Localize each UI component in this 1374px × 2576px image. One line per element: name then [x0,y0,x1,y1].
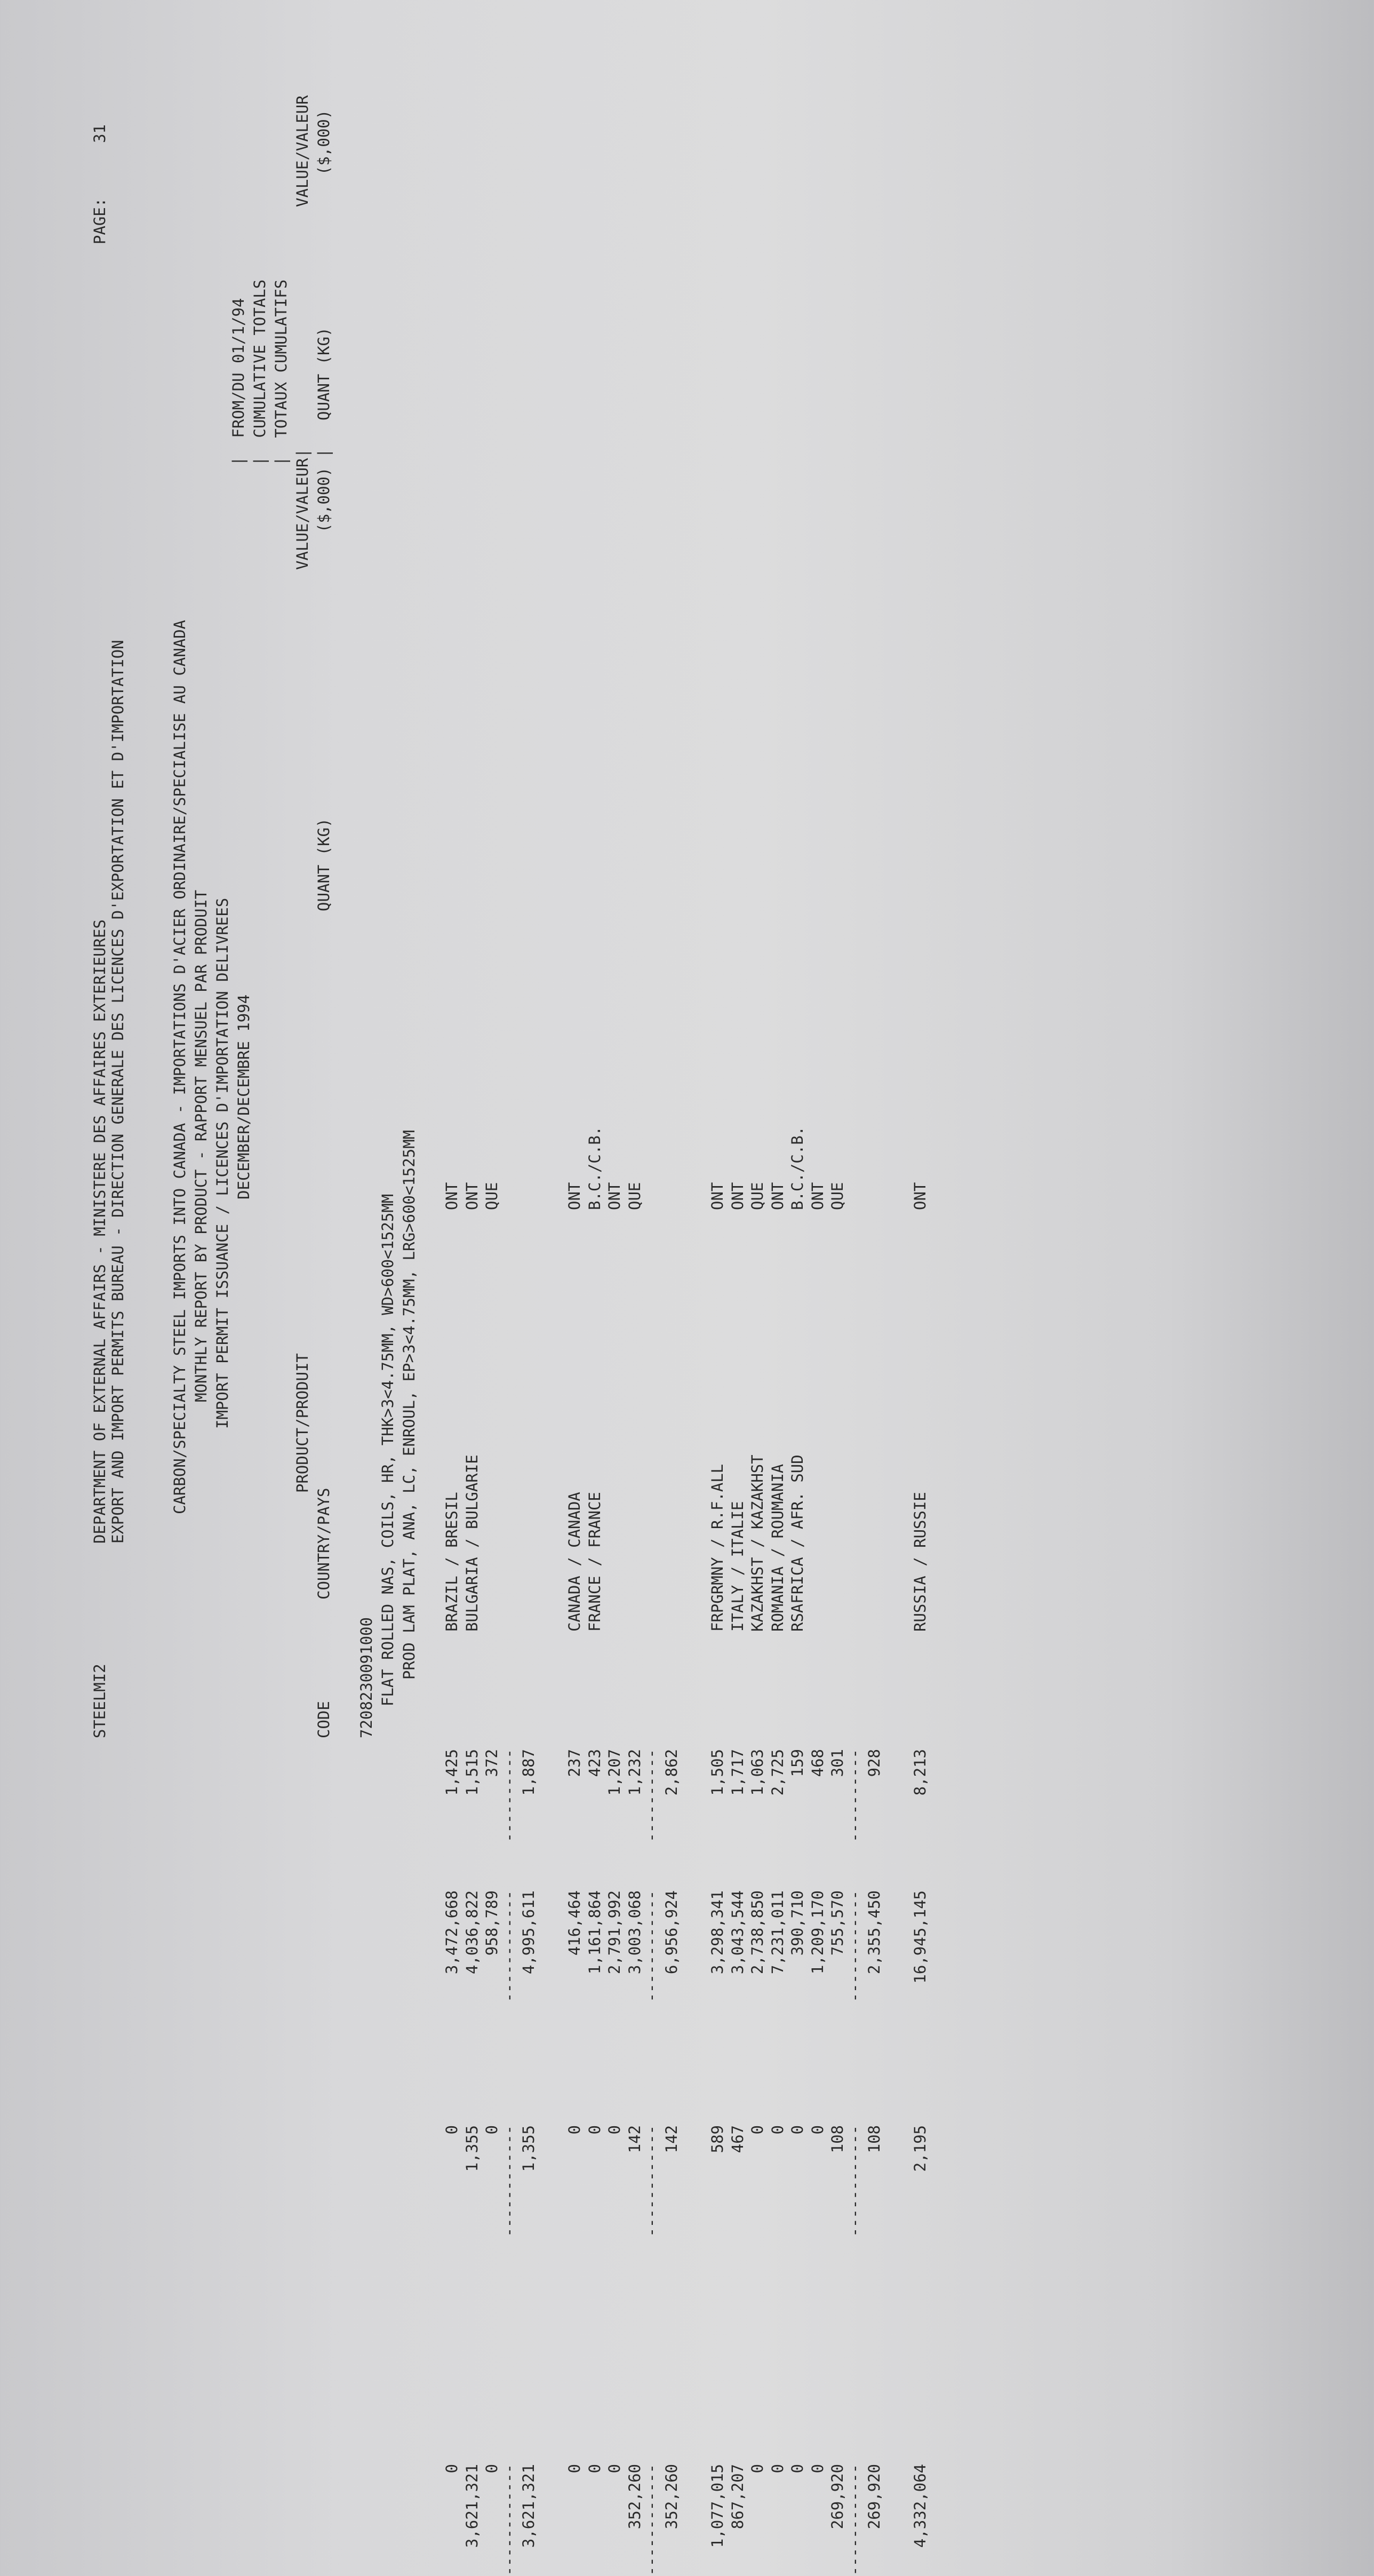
cum-value-k: 1,063 [748,1749,766,1796]
cum-value-k: 372 [483,1749,501,1777]
cum-quant-kg: 4,036,822 [462,1890,481,1975]
cum-value-k: 468 [808,1749,827,1777]
subtotal-cum-value-k: 2,862 [662,1749,681,1796]
country-name: ROMANIA / ROUMANIA [768,1464,787,1632]
country-name: RUSSIA / RUSSIE [911,1492,930,1632]
dash-separator: ------------ [499,2464,518,2576]
province-code: B.C./C.B. [585,1126,604,1210]
country-name: RSAFRICA / AFR. SUD [788,1454,806,1632]
province-code: ONT [443,1182,461,1210]
value-k: 467 [728,2125,747,2153]
cumulative-header-line-3: | TOTAUX CUMULATIFS [272,279,290,466]
country-name: ITALY / ITALIE [728,1501,747,1632]
column-header-quant: QUANT (KG) [315,818,333,911]
province-code: ONT [728,1182,747,1210]
dash-separator: ---------- [845,1749,864,1842]
value-k: 0 [788,2125,806,2135]
cum-value-k: 2,725 [768,1749,787,1796]
province-code: ONT [708,1182,726,1210]
dash-separator: ------------ [642,2464,661,2576]
cum-value-k: 1,232 [625,1749,644,1796]
quant-kg: 352,260 [625,2464,644,2530]
cum-quant-kg: 390,710 [788,1890,806,1956]
column-header-value-2: ($,000) [315,467,333,532]
product-code: 7208230091000 [357,1617,376,1738]
product-description-1: FLAT ROLLED NAS, COILS, HR, THK>3<4.75MM, WD>600<1525MM [379,1194,397,1706]
quant-kg: 0 [808,2464,827,2474]
quant-kg: 867,207 [728,2464,747,2530]
province-code: QUE [625,1182,644,1210]
province-code: ONT [808,1182,827,1210]
cum-quant-kg: 958,789 [483,1890,501,1956]
cum-quant-kg: 16,945,145 [911,1890,930,1984]
value-k: 2,195 [911,2125,930,2172]
cum-quant-kg: 2,738,850 [748,1890,766,1975]
quant-kg: 0 [748,2464,766,2474]
province-code: QUE [483,1182,501,1210]
province-code: ONT [565,1182,584,1210]
value-k: 0 [808,2125,827,2135]
page-label: PAGE: [91,197,109,244]
value-k: 0 [585,2125,604,2135]
quant-kg: 0 [483,2464,501,2474]
subtotal-cum-quant-kg: 2,355,450 [865,1890,883,1975]
column-header-product: PRODUCT/PRODUIT [293,1353,311,1493]
country-name: BRAZIL / BRESIL [443,1492,461,1632]
report-title-line-3: IMPORT PERMIT ISSUANCE / LICENCES D'IMPORTATION DELIVREES [213,897,231,1429]
cumulative-header-line-1: | FROM/DU 01/1/94 [229,298,247,466]
subtotal-value-k: 142 [662,2125,681,2153]
report-title-line-2: MONTHLY REPORT BY PRODUCT - RAPPORT MENSUEL PAR PRODUIT [192,889,210,1402]
province-code: QUE [748,1182,766,1210]
page-number: 31 [91,124,109,143]
subtotal-cum-quant-kg: 4,995,611 [520,1890,538,1975]
quant-kg: 4,332,064 [911,2464,930,2548]
province-code: ONT [605,1182,624,1210]
subtotal-cum-quant-kg: 6,956,924 [662,1890,681,1975]
cum-value-k: 1,717 [728,1749,747,1796]
quant-kg: 0 [565,2464,584,2474]
cum-value-k: 8,213 [911,1749,930,1796]
cumulative-header-line-2: | CUMULATIVE TOTALS [251,279,269,466]
cum-quant-kg: 1,209,170 [808,1890,827,1975]
value-k: 0 [443,2125,461,2135]
quant-kg: 3,621,321 [462,2464,481,2548]
value-k: 108 [828,2125,846,2153]
value-k: 142 [625,2125,644,2153]
report-id: STEELMI2 [91,1664,109,1738]
cum-quant-kg: 7,231,011 [768,1890,787,1975]
country-name: KAZAKHST / KAZAKHST [748,1454,766,1632]
department-line-1: DEPARTMENT OF EXTERNAL AFFAIRS - MINISTERE DES AFFAIRES EXTERIEURES [91,919,109,1544]
quant-kg: 0 [605,2464,624,2474]
cum-value-k: 301 [828,1749,846,1777]
country-name: BULGARIA / BULGARIE [462,1454,481,1632]
cum-value-k: 1,207 [605,1749,624,1796]
cum-value-k: 237 [565,1749,584,1777]
quant-kg: 0 [788,2464,806,2474]
dash-separator: ------------ [845,2464,864,2576]
dash-separator: ------------ [845,2125,864,2237]
subtotal-quant-kg: 269,920 [865,2464,883,2530]
cum-value-k: 423 [585,1749,604,1777]
subtotal-value-k: 108 [865,2125,883,2153]
province-code: ONT [768,1182,787,1210]
dash-separator: ------------ [499,2125,518,2237]
value-k: 0 [768,2125,787,2135]
column-header-code: CODE [315,1701,333,1738]
value-k: 589 [708,2125,726,2153]
rotated-report-page [80,95,1120,2576]
quant-kg: 0 [443,2464,461,2474]
dash-separator: ------------ [499,1890,518,2002]
cum-quant-kg: 2,791,992 [605,1890,624,1975]
country-name: FRANCE / FRANCE [585,1492,604,1632]
province-code: ONT [911,1182,930,1210]
province-code: QUE [828,1182,846,1210]
cum-quant-kg: 755,570 [828,1890,846,1956]
subtotal-value-k: 1,355 [520,2125,538,2172]
province-code: ONT [462,1182,481,1210]
quant-kg: 0 [585,2464,604,2474]
column-divider: | [315,448,333,458]
dash-separator: ---------- [499,1749,518,1842]
country-name: FRPGRMNY / R.F.ALL [708,1464,726,1632]
value-k: 0 [605,2125,624,2135]
dash-separator: ---------- [642,1749,661,1842]
cum-quant-kg: 3,003,068 [625,1890,644,1975]
cum-quant-kg: 3,472,668 [443,1890,461,1975]
subtotal-quant-kg: 352,260 [662,2464,681,2530]
value-k: 0 [565,2125,584,2135]
column-header-value-1: VALUE/VALEUR [293,458,311,570]
cum-value-k: 159 [788,1749,806,1777]
product-description-2: PROD LAM PLAT, ANA, LC, ENROUL, EP>3<4.75MM, LRG>600<1525MM [400,1130,418,1680]
province-code: B.C./C.B. [788,1126,806,1210]
country-name: CANADA / CANADA [565,1492,584,1632]
subtotal-cum-value-k: 1,887 [520,1749,538,1796]
cum-quant-kg: 1,161,864 [585,1890,604,1975]
quant-kg: 1,077,015 [708,2464,726,2548]
column-header-cum-quant: QUANT (KG) [315,327,333,420]
subtotal-cum-value-k: 928 [865,1749,883,1777]
cum-quant-kg: 3,298,341 [708,1890,726,1975]
cum-quant-kg: 3,043,544 [728,1890,747,1975]
column-header-cum-value-2: ($,000) [315,109,333,175]
report-title-line-4: DECEMBER/DECEMBRE 1994 [235,994,253,1199]
quant-kg: 0 [768,2464,787,2474]
dash-separator: ------------ [845,1890,864,2002]
report-title-line-1: CARBON/SPECIALTY STEEL IMPORTS INTO CANADA - IMPORTATIONS D'ACIER ORDINAIRE/SPECIALISE AU CANADA [171,619,189,1514]
column-header-country: COUNTRY/PAYS [315,1488,333,1600]
subtotal-quant-kg: 3,621,321 [520,2464,538,2548]
cum-value-k: 1,505 [708,1749,726,1796]
cum-quant-kg: 416,464 [565,1890,584,1956]
cum-value-k: 1,515 [462,1749,481,1796]
value-k: 0 [483,2125,501,2135]
cum-value-k: 1,425 [443,1749,461,1796]
value-k: 1,355 [462,2125,481,2172]
dash-separator: ------------ [642,1890,661,2002]
quant-kg: 269,920 [828,2464,846,2530]
column-header-cum-value-1: VALUE/VALEUR [293,95,311,207]
value-k: 0 [748,2125,766,2135]
column-divider: | [293,448,311,458]
dash-separator: ------------ [642,2125,661,2237]
department-line-2: EXPORT AND IMPORT PERMITS BUREAU - DIRECTION GENERALE DES LICENCES D'EXPORTATION ET D'IMPORTATION [109,640,127,1544]
